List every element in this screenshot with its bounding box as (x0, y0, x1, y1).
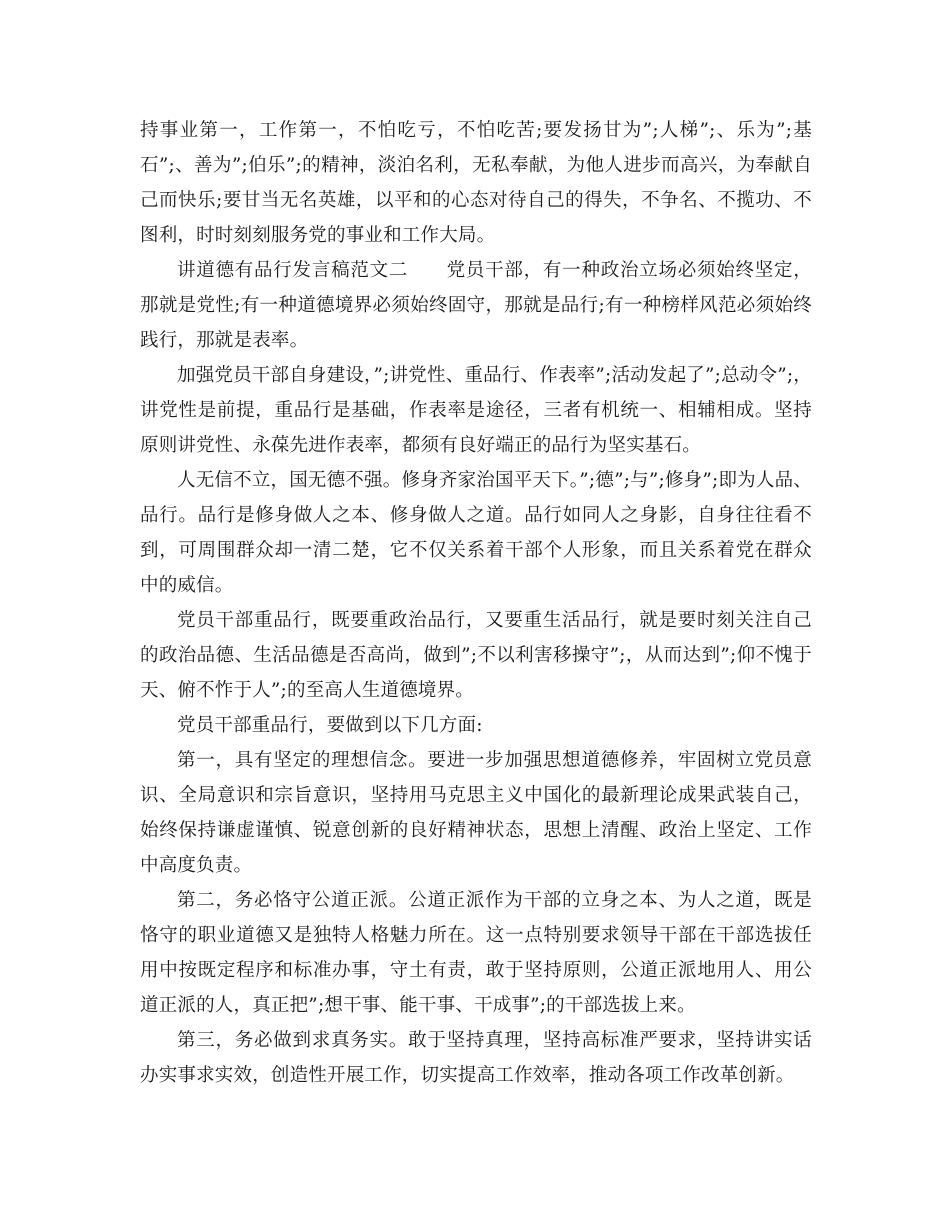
paragraph: 党员干部重品行，要做到以下几方面: (177, 715, 483, 736)
paragraph: 第三，务必做到求真务实。敢于坚持真理，坚持高标准严要求，坚持讲实话办实事求实效，创造性开展工作，切实提高工作效率，推动各项工作改革创新。 (140, 1030, 812, 1086)
document-body (140, 113, 812, 1093)
paragraph: 第一，具有坚定的理想信念。要进一步加强思想道德修养，牢固树立党员意识、全局意识和宗旨意识，坚持用马克思主义中国化的最新理论成果武装自己，始终保持谦虚谨慎、锐意创新的良好精神状态，思想上清醒、政治上坚定、工作中高度负责。 (140, 750, 812, 876)
paragraph: 党员干部重品行，既要重政治品行，又要重生活品行，就是要时刻关注自己的政治品德、生活品德是否高尚，做到”;不以利害移操守”;，从而达到”;仰不愧于天、俯不怍于人”;的至高人生道德境界。 (140, 610, 812, 701)
paragraph: 加强党员干部自身建设，”;讲党性、重品行、作表率”;活动发起了”;总动令”;，讲党性是前提，重品行是基础，作表率是途径，三者有机统一、相辅相成。坚持原则讲党性、永葆先进作表率，都须有良好端正的品行为坚实基石。 (140, 365, 812, 456)
paragraph: 人无信不立，国无德不强。修身齐家治国平天下。”;德”;与”;修身”;即为人品、品行。品行是修身做人之本、修身做人之道。品行如同人之身影，自身往往看不到，可周围群众却一清二楚，它不仅关系着干部个人形象，而且关系着党在群众中的威信。 (140, 470, 812, 596)
paragraph: 讲道德有品行发言稿范文二 党员干部，有一种政治立场必须始终坚定，那就是党性;有一种道德境界必须始终固守，那就是品行;有一种榜样风范必须始终践行，那就是表率。 (140, 260, 812, 351)
paragraph-continuation: 持事业第一，工作第一，不怕吃亏，不怕吃苦;要发扬甘为”;人梯”;、乐为”;基石”;、善为”;伯乐”;的精神，淡泊名利，无私奉献，为他人进步而高兴，为奉献自己而快乐;要甘当无名英雄，以平和的心态对待自己的得失，不争名、不揽功、不图利，时时刻刻服务党的事业和工作大局。 (140, 120, 812, 246)
paragraph: 第二，务必恪守公道正派。公道正派作为干部的立身之本、为人之道，既是恪守的职业道德又是独特人格魅力所在。这一点特别要求领导干部在干部选拔任用中按既定程序和标准办事，守土有责，敢于坚持原则，公道正派地用人、用公道正派的人，真正把”;想干事、能干事、干成事”;的干部选拔上来。 (140, 890, 812, 1016)
